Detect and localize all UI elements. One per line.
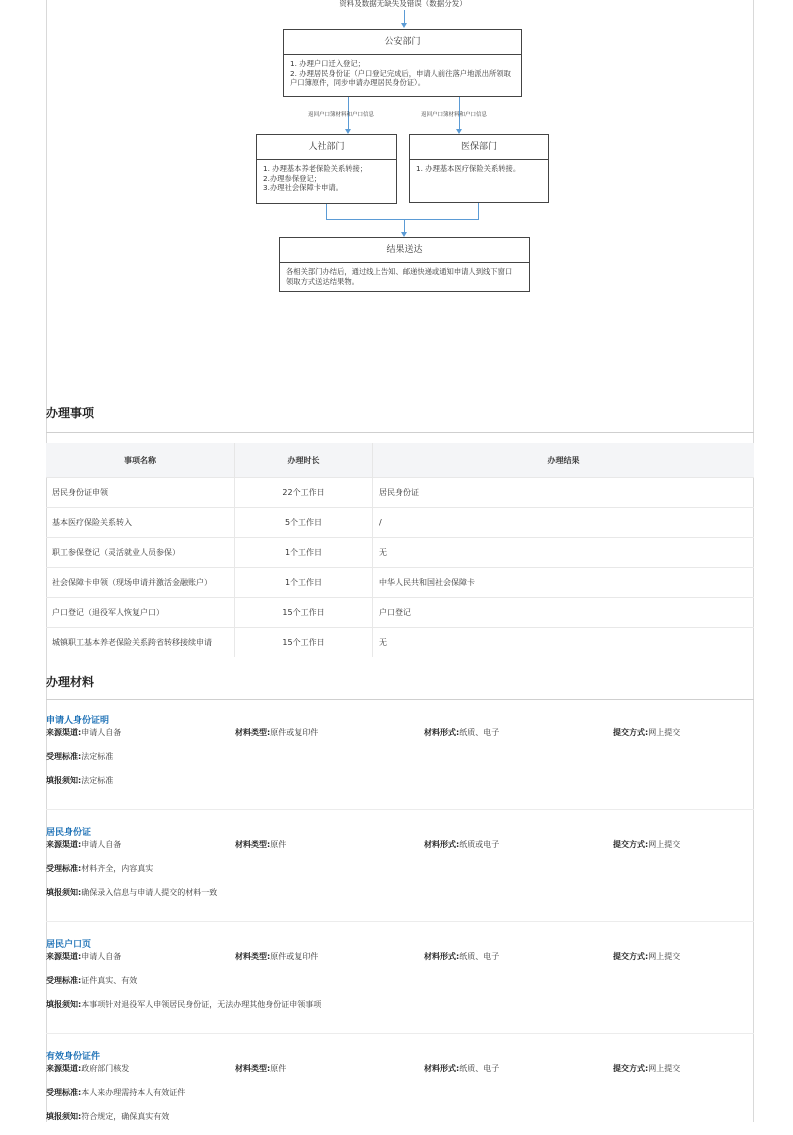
value-type: 原件 [270, 840, 287, 849]
material-name-link[interactable]: 申请人身份证明 [46, 716, 110, 726]
table-cell: 1个工作日 [235, 538, 373, 568]
flow-box-result [279, 237, 530, 292]
value-source: 申请人自备 [81, 952, 122, 961]
flow-connector [326, 204, 327, 219]
table-row [46, 568, 754, 598]
table-cell: 职工参保登记（灵活就业人员参保） [46, 538, 235, 568]
table-row [46, 478, 754, 508]
table-header-cell: 办理时长 [235, 443, 373, 478]
value-source: 申请人自备 [81, 840, 122, 849]
material-divider [46, 809, 754, 810]
label-type: 材料类型: [235, 840, 271, 849]
table-header-cell: 事项名称 [46, 443, 235, 478]
value-form: 纸质、电子 [459, 728, 500, 737]
material-item [46, 713, 754, 799]
value-notice: 本事项针对退役军人申领居民身份证，无法办理其他身份证申领事项 [81, 1000, 322, 1009]
value-source: 政府部门核发 [81, 1064, 130, 1073]
flow-box-line: 1. 办理基本医疗保险关系转接。 [416, 164, 521, 173]
table-cell: 中华人民共和国社会保障卡 [373, 568, 755, 598]
material-divider [46, 1033, 754, 1034]
label-submit: 提交方式: [613, 840, 649, 849]
label-submit: 提交方式: [613, 952, 649, 961]
flow-box-title: 医保部门 [410, 135, 548, 160]
flow-connector [404, 219, 405, 233]
table-row [46, 538, 754, 568]
table-row [46, 598, 754, 628]
label-notice: 填报须知: [46, 888, 82, 897]
value-submit: 网上提交 [648, 952, 681, 961]
section-divider [46, 699, 754, 700]
label-type: 材料类型: [235, 952, 271, 961]
label-source: 来源渠道: [46, 952, 82, 961]
value-form: 纸质或电子 [459, 840, 500, 849]
flow-box-body [257, 160, 396, 197]
flow-box-title: 结果送达 [280, 238, 529, 263]
label-submit: 提交方式: [613, 728, 649, 737]
material-standard-row [46, 1087, 754, 1111]
items-section-title: 办理事项 [46, 406, 95, 420]
value-submit: 网上提交 [648, 1064, 681, 1073]
table-cell: 社会保障卡申领（现场申请并激活金融账户） [46, 568, 235, 598]
flow-top-note: 资料及数据无缺失及错误（数据分发） [339, 0, 467, 8]
value-submit: 网上提交 [648, 728, 681, 737]
value-standard: 本人来办理需持本人有效证件 [81, 1088, 186, 1097]
material-notice-row [46, 999, 754, 1023]
value-notice: 法定标准 [81, 776, 114, 785]
label-notice: 填报须知: [46, 776, 82, 785]
value-form: 纸质、电子 [459, 952, 500, 961]
label-source: 来源渠道: [46, 728, 82, 737]
material-meta-row [46, 727, 754, 751]
flow-box-medical [409, 134, 549, 203]
label-notice: 填报须知: [46, 1112, 82, 1121]
table-cell: / [373, 508, 755, 538]
table-row [46, 508, 754, 538]
material-notice-row [46, 887, 754, 911]
label-type: 材料类型: [235, 1064, 271, 1073]
label-standard: 受理标准: [46, 752, 82, 761]
flow-connector [326, 219, 479, 220]
flow-box-line: 2.办理参保登记； [263, 173, 322, 183]
flow-box-line: 各相关部门办结后，通过线上告知、邮递快递或通知申请人到线下窗口 [286, 267, 513, 276]
flow-box-hr [256, 134, 397, 204]
flow-connector [478, 203, 479, 219]
flow-box-line: 户口簿原件，同步申请办理居民身份证）。 [290, 78, 425, 88]
flow-box-line: 3.办理社会保障卡申请。 [263, 183, 343, 193]
table-header-row [46, 443, 754, 478]
material-notice-row [46, 1111, 754, 1135]
label-form: 材料形式: [424, 1064, 460, 1073]
page-border-right-top [753, 0, 754, 385]
material-meta-row [46, 1063, 754, 1087]
material-divider [46, 921, 754, 922]
flow-label-right: 返回户口簿材料和户口信息 [421, 112, 488, 118]
material-notice-row [46, 775, 754, 799]
material-name-link[interactable]: 居民身份证 [46, 828, 92, 838]
value-notice: 符合规定，确保真实有效 [81, 1112, 170, 1121]
value-source: 申请人自备 [81, 728, 122, 737]
flow-box-line: 1. 办理基本养老保险关系转接； [263, 164, 368, 173]
material-standard-row [46, 863, 754, 887]
label-standard: 受理标准: [46, 864, 82, 873]
value-standard: 材料齐全，内容真实 [81, 864, 154, 873]
value-standard: 法定标准 [81, 752, 114, 761]
label-type: 材料类型: [235, 728, 271, 737]
material-item [46, 825, 754, 911]
material-item [46, 1049, 754, 1135]
table-cell: 1个工作日 [235, 568, 373, 598]
table-cell: 居民身份证 [373, 478, 755, 508]
table-cell: 居民身份证申领 [46, 478, 235, 508]
flow-arrow-icon [401, 23, 407, 28]
section-divider [46, 432, 754, 433]
flow-box-police [283, 29, 522, 97]
label-notice: 填报须知: [46, 1000, 82, 1009]
label-submit: 提交方式: [613, 1064, 649, 1073]
items-table [46, 443, 754, 657]
flow-box-line: 领取方式送达结果物。 [286, 276, 359, 286]
label-form: 材料形式: [424, 728, 460, 737]
flow-connector [404, 10, 405, 24]
material-standard-row [46, 975, 754, 999]
label-standard: 受理标准: [46, 976, 82, 985]
table-cell: 5个工作日 [235, 508, 373, 538]
material-meta-row [46, 951, 754, 975]
material-item [46, 937, 754, 1023]
value-notice: 确保录入信息与申请人提交的材料一致 [81, 888, 218, 897]
flow-box-body [280, 263, 529, 290]
value-submit: 网上提交 [648, 840, 681, 849]
value-type: 原件或复印件 [270, 728, 319, 737]
flow-box-title: 公安部门 [284, 30, 521, 55]
label-source: 来源渠道: [46, 1064, 82, 1073]
label-source: 来源渠道: [46, 840, 82, 849]
label-standard: 受理标准: [46, 1088, 82, 1097]
materials-section-title: 办理材料 [46, 675, 95, 689]
value-type: 原件或复印件 [270, 952, 319, 961]
label-form: 材料形式: [424, 952, 460, 961]
value-form: 纸质、电子 [459, 1064, 500, 1073]
value-standard: 证件真实、有效 [81, 976, 138, 985]
flow-box-body [284, 55, 521, 92]
material-standard-row [46, 751, 754, 775]
table-header-cell: 办理结果 [373, 443, 755, 478]
material-name-link[interactable]: 有效身份证件 [46, 1052, 101, 1062]
table-cell: 22个工作日 [235, 478, 373, 508]
table-cell: 户口登记（退役军人恢复户口） [46, 598, 235, 628]
label-form: 材料形式: [424, 840, 460, 849]
table-cell: 15个工作日 [235, 628, 373, 658]
table-cell: 基本医疗保险关系转入 [46, 508, 235, 538]
flow-label-left: 返回户口簿材料和户口信息 [308, 112, 375, 118]
flow-box-line: 2. 办理居民身份证（户口登记完成后，申请人前往落户地派出所领取 [290, 68, 511, 78]
table-cell: 户口登记 [373, 598, 755, 628]
value-type: 原件 [270, 1064, 287, 1073]
flow-box-line: 1. 办理户口迁入登记； [290, 59, 365, 68]
material-meta-row [46, 839, 754, 863]
table-cell: 城镇职工基本养老保险关系跨省转移接续申请 [46, 628, 235, 658]
flow-box-title: 人社部门 [257, 135, 396, 160]
table-row [46, 628, 754, 658]
table-cell: 无 [373, 538, 755, 568]
flow-box-body [410, 160, 548, 178]
table-cell: 15个工作日 [235, 598, 373, 628]
table-cell: 无 [373, 628, 755, 658]
material-name-link[interactable]: 居民户口页 [46, 940, 92, 950]
